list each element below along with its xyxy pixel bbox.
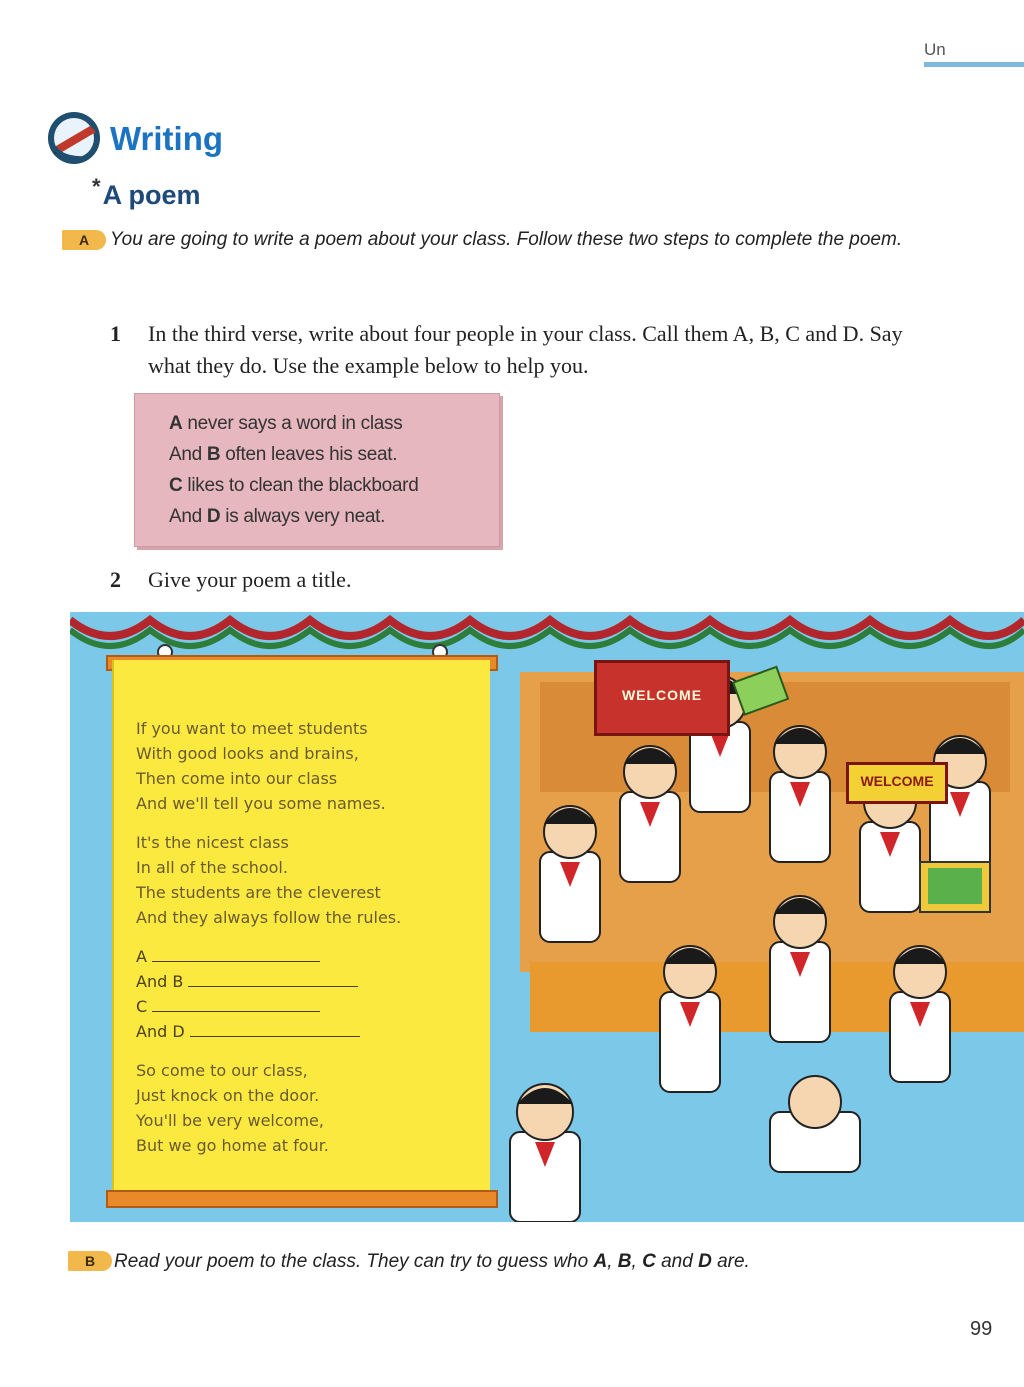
example-letter: A xyxy=(169,413,183,434)
poem-line: So come to our class, xyxy=(136,1061,308,1080)
poem-line-label: A xyxy=(136,947,147,966)
poem-line-label: C xyxy=(136,997,148,1016)
step-1-text: In the third verse, write about four people in your class. Call them A, B, C and D. Say what they do. Use the example below to help you. xyxy=(148,321,903,378)
example-rest: often leaves his seat. xyxy=(220,444,398,465)
unit-bar xyxy=(924,62,1024,67)
part-a-instruction: You are going to write a poem about your class. Follow these two steps to complete the poem. xyxy=(110,229,903,250)
example-rest: never says a word in class xyxy=(182,413,403,434)
example-line-4 xyxy=(169,501,499,532)
letter-d: D xyxy=(698,1251,712,1272)
part-b-instruction xyxy=(114,1247,974,1277)
poem-line: If you want to meet students xyxy=(136,719,368,738)
step-2-text: Give your poem a title. xyxy=(148,567,352,592)
poem-line: And we'll tell you some names. xyxy=(136,794,386,813)
example-letter: C xyxy=(169,475,183,496)
poem-line: You'll be very welcome, xyxy=(136,1111,324,1130)
poem-line: Then come into our class xyxy=(136,769,338,788)
step-2 xyxy=(110,564,710,596)
poem-line: The students are the cleverest xyxy=(136,883,381,902)
example-letter: D xyxy=(206,506,221,527)
step-2-number: 2 xyxy=(110,567,121,592)
poem-verse-2 xyxy=(136,830,456,930)
example-prefix: And xyxy=(169,444,207,465)
poem-verse-3 xyxy=(136,944,456,1044)
section-subtitle xyxy=(92,174,201,211)
poem-line: But we go home at four. xyxy=(136,1136,329,1155)
example-line-3 xyxy=(169,470,499,501)
star-mark: * xyxy=(92,174,101,199)
poem-line: And they always follow the rules. xyxy=(136,908,402,927)
instr-sep: , xyxy=(631,1251,643,1272)
letter-a: A xyxy=(593,1251,608,1272)
poem-blank-line xyxy=(136,944,456,969)
example-prefix: And xyxy=(169,506,207,527)
part-a-tag: A xyxy=(62,230,106,250)
letter-b: B xyxy=(617,1251,632,1272)
example-line-1 xyxy=(169,408,499,439)
poem-line: In all of the school. xyxy=(136,858,288,877)
welcome-sign-small xyxy=(846,762,948,804)
step-1-number: 1 xyxy=(110,321,121,346)
poem-line: Just knock on the door. xyxy=(136,1086,320,1105)
part-b-tag: B xyxy=(68,1251,112,1271)
instr-text: Read your poem to the class. They can try to guess who xyxy=(114,1251,594,1272)
poem-verse-1 xyxy=(136,716,456,816)
poem-line: With good looks and brains, xyxy=(136,744,359,763)
letter-c: C xyxy=(642,1251,656,1272)
instr-text-end: are. xyxy=(711,1251,750,1272)
example-rest: likes to clean the blackboard xyxy=(182,475,419,496)
example-box xyxy=(134,393,500,547)
section-title: Writing xyxy=(110,120,224,157)
instr-sep: , xyxy=(607,1251,618,1272)
blank-field[interactable] xyxy=(190,1020,360,1037)
instr-and: and xyxy=(655,1251,699,1272)
blank-field[interactable] xyxy=(152,945,320,962)
example-rest: is always very neat. xyxy=(220,506,386,527)
poem-blank-line xyxy=(136,994,456,1019)
step-1 xyxy=(110,318,930,378)
unit-tab: Un xyxy=(924,40,946,59)
poem-blank-line xyxy=(136,1019,456,1044)
example-line-2 xyxy=(169,439,499,470)
poem-blank-line xyxy=(136,969,456,994)
welcome-sign xyxy=(594,660,730,736)
blank-field[interactable] xyxy=(152,995,320,1012)
blank-field[interactable] xyxy=(188,970,358,987)
welcome-sign-text: WELCOME xyxy=(621,687,703,703)
subtitle-text: A poem xyxy=(102,180,201,210)
pen-icon xyxy=(46,110,104,166)
page-number: 99 xyxy=(970,1318,993,1340)
poem-line-label: And D xyxy=(136,1022,185,1041)
example-letter: B xyxy=(206,444,221,465)
scroll-bottom-rod xyxy=(106,1190,498,1208)
poem-verse-4 xyxy=(136,1058,456,1158)
poem-line: It's the nicest class xyxy=(136,833,289,852)
poem-line-label: And B xyxy=(136,972,184,991)
welcome-sign-small-text: WELCOME xyxy=(860,773,934,789)
